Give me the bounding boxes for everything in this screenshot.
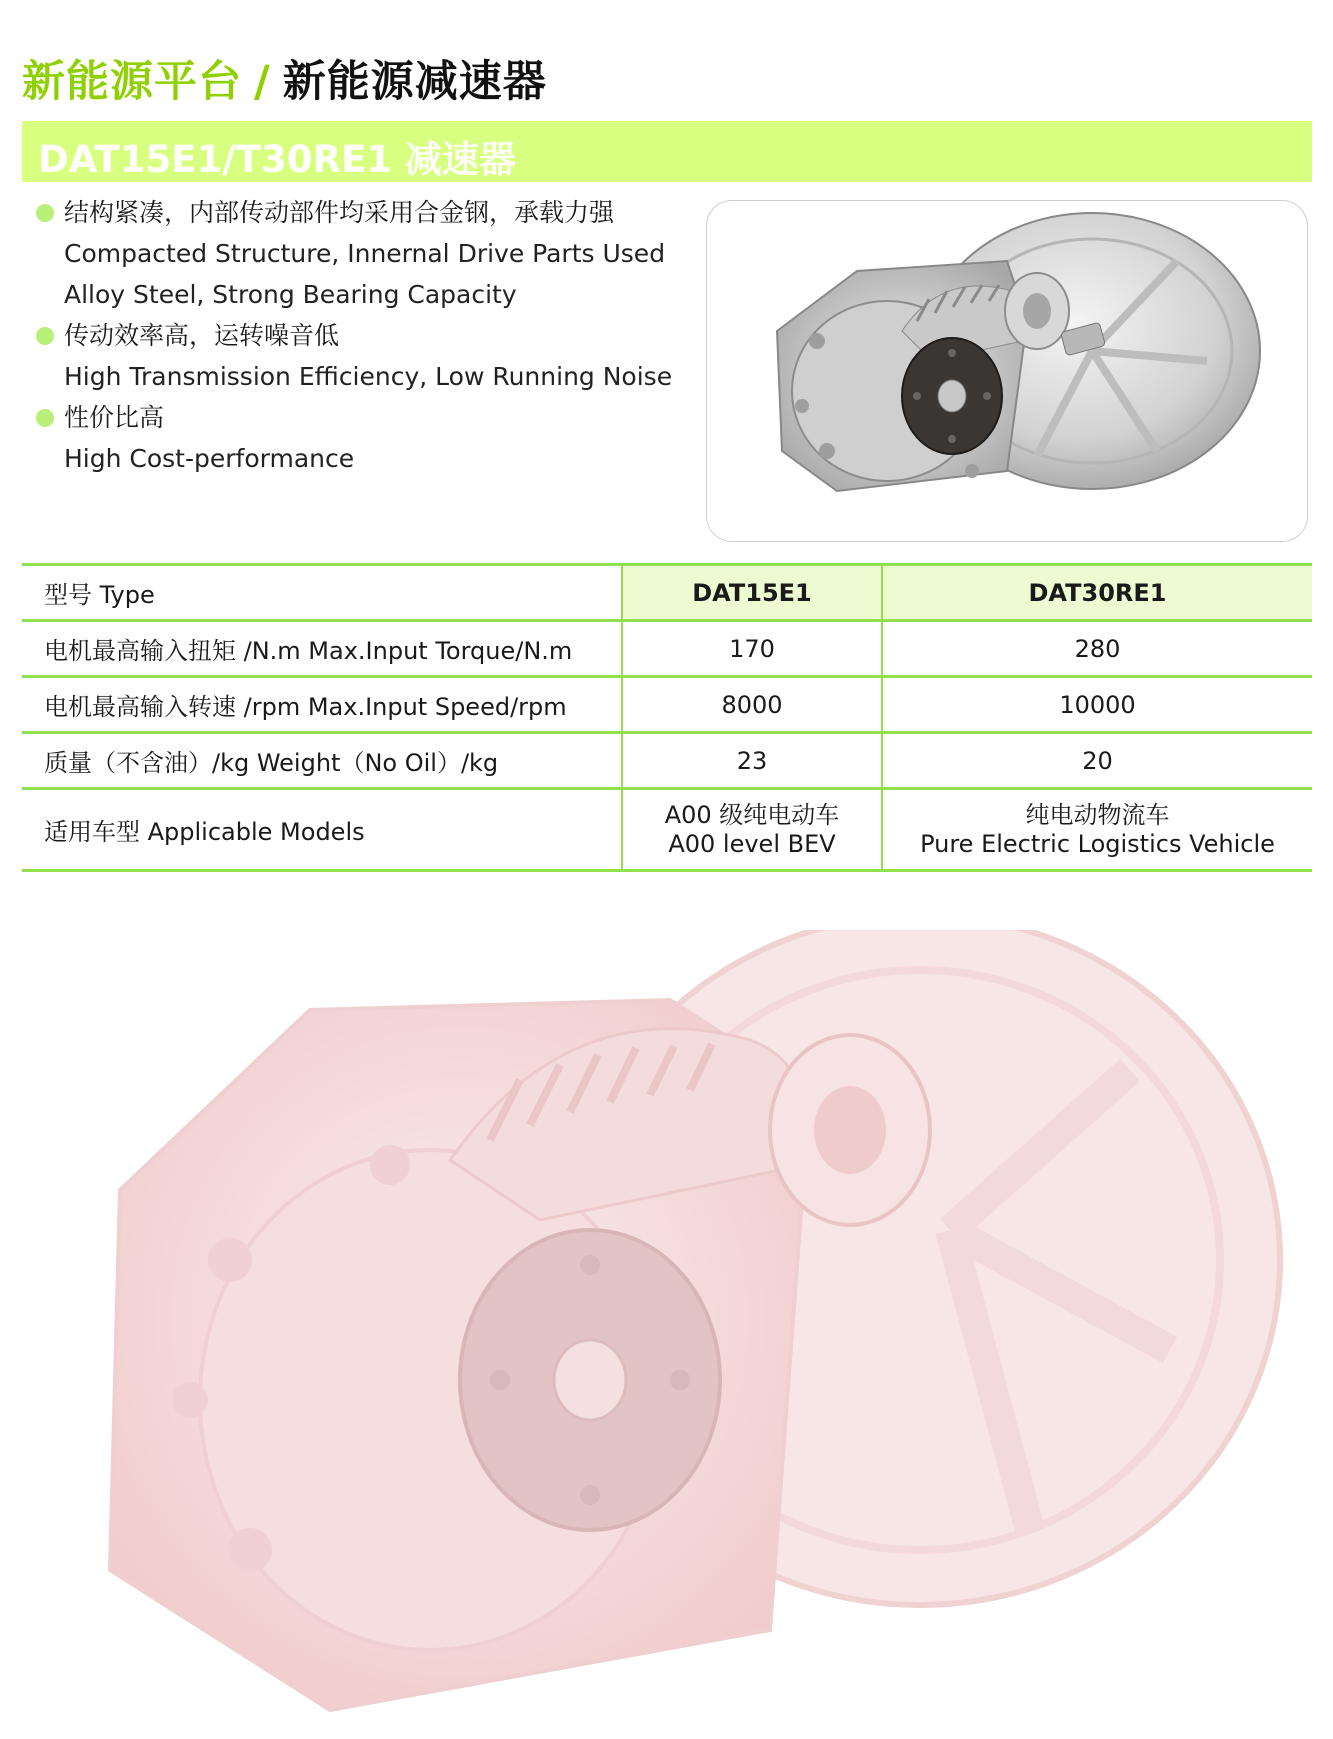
banner-title: DAT15E1/T30RE1 减速器 (38, 138, 516, 181)
feature-en: High Transmission Efficiency, Low Running Noise (64, 362, 673, 391)
heading-separator: / (254, 57, 271, 107)
row-value-2: 10000 (882, 677, 1312, 733)
row-value-1 (622, 789, 882, 871)
feature-cn: 结构紧凑，内部传动部件均采用合金钢，承载力强 (64, 198, 615, 227)
feature-cn: 传动效率高，运转噪音低 (64, 321, 340, 350)
value-line-cn: A00 级纯电动车 (664, 800, 840, 829)
feature-cn: 性价比高 (64, 403, 165, 432)
table-header-row (22, 565, 1312, 621)
row-value-1: 23 (622, 733, 882, 789)
value-line-en: Pure Electric Logistics Vehicle (920, 829, 1275, 858)
header-type-label: 型号 Type (22, 565, 622, 621)
feature-en: Alloy Steel, Strong Bearing Capacity (64, 280, 517, 309)
row-label: 电机最高输入转速 /rpm Max.Input Speed/rpm (22, 677, 622, 733)
feature-en: High Cost-performance (64, 444, 355, 473)
row-value-2 (882, 789, 1312, 871)
page-heading (22, 48, 547, 109)
row-value-1: 170 (622, 621, 882, 677)
bullet-dot-icon (36, 204, 54, 222)
feature-item (36, 192, 686, 315)
value-line-cn: 纯电动物流车 (1025, 800, 1170, 829)
watermark-reducer-image (70, 930, 1290, 1730)
row-label: 适用车型 Applicable Models (22, 789, 622, 871)
row-value-1: 8000 (622, 677, 882, 733)
bullet-dot-icon (36, 327, 54, 345)
table-row (22, 621, 1312, 677)
product-photo-card (706, 200, 1308, 542)
gear-reducer-image (707, 201, 1307, 541)
spec-table (22, 563, 1312, 872)
feature-en: Compacted Structure, Innernal Drive Parts Used (64, 239, 666, 268)
heading-category: 新能源减速器 (282, 57, 547, 107)
heading-platform: 新能源平台 (22, 57, 242, 107)
feature-list (36, 192, 686, 479)
row-label: 质量（不含油）/kg Weight（No Oil）/kg (22, 733, 622, 789)
feature-item (36, 397, 686, 479)
row-value-2: 280 (882, 621, 1312, 677)
table-row (22, 789, 1312, 871)
feature-item (36, 315, 686, 397)
bullet-dot-icon (36, 409, 54, 427)
value-line-en: A00 level BEV (668, 829, 836, 858)
product-banner (22, 121, 1312, 182)
row-label: 电机最高输入扭矩 /N.m Max.Input Torque/N.m (22, 621, 622, 677)
header-model-1: DAT15E1 (622, 565, 882, 621)
row-value-2: 20 (882, 733, 1312, 789)
table-row (22, 733, 1312, 789)
header-model-2: DAT30RE1 (882, 565, 1312, 621)
table-row (22, 677, 1312, 733)
